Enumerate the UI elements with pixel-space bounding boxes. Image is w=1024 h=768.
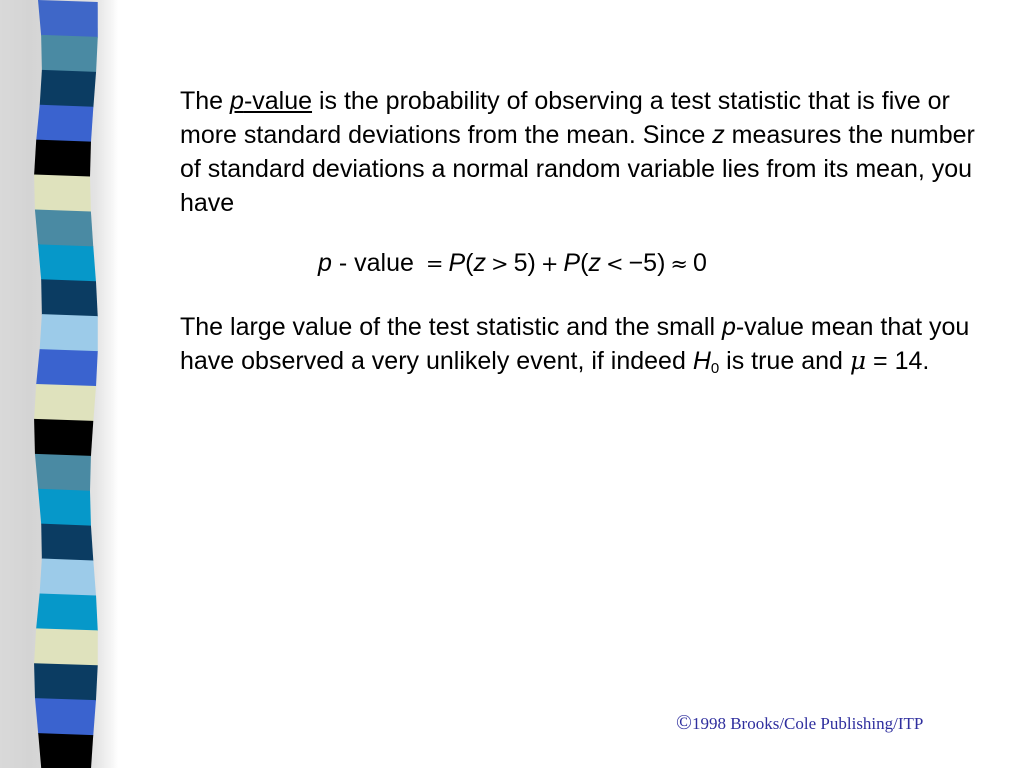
eq-value-word: - value xyxy=(331,249,421,277)
eq-close-paren-2: ) xyxy=(657,249,666,277)
stripe-block xyxy=(36,105,93,143)
eq-approx: ≈ xyxy=(670,252,688,276)
stripe-block xyxy=(40,559,96,597)
stripe-block xyxy=(41,35,98,73)
eq-five: 5 xyxy=(513,249,528,277)
text-conclusion-part-3: is true and xyxy=(719,347,850,375)
stripe-block xyxy=(34,175,91,213)
text-definition-part-1: is the probability of observing a test statistic that is five or more standard deviations from the mean. Since xyxy=(180,87,950,149)
symbol-p: p xyxy=(721,313,736,341)
stripe-block xyxy=(41,524,93,562)
stripe-block xyxy=(35,698,96,736)
stripe-block xyxy=(34,628,98,666)
text-conclusion-part-1: The large value of the test statistic and the small xyxy=(180,313,722,341)
stripe-block xyxy=(38,244,96,282)
symbol-p: p xyxy=(230,87,244,115)
stripe-block xyxy=(38,733,93,768)
stripe-block xyxy=(40,70,96,108)
subscript-zero: 0 xyxy=(710,360,720,377)
stripe-block xyxy=(36,349,98,387)
stripe-block xyxy=(38,0,98,38)
text-definition-part-2: measures the number of standard deviations a normal random variable lies from its mean, you have xyxy=(180,121,975,217)
stripe-block xyxy=(34,663,98,701)
paragraph-conclusion xyxy=(180,310,980,378)
decorative-color-stripe xyxy=(0,0,130,768)
stripe-block xyxy=(34,140,91,178)
text-the: The xyxy=(180,87,231,115)
stripe-block xyxy=(34,419,93,457)
text-conclusion-part-2: -value mean that you have observed a very unlikely event, if indeed xyxy=(180,313,970,375)
eq-P2: P xyxy=(563,249,581,277)
eq-greater-than: > xyxy=(490,252,509,276)
text-mu-value: 14. xyxy=(894,347,930,375)
symbol-H: H xyxy=(692,347,711,375)
symbol-z: z xyxy=(712,121,725,149)
stripe-block xyxy=(36,593,98,631)
symbol-mu: μ xyxy=(849,346,867,375)
eq-p: p xyxy=(318,249,332,277)
eq-close-paren-1: ) xyxy=(527,249,536,277)
eq-less-than: < xyxy=(605,252,624,276)
stripe-block xyxy=(35,209,93,247)
eq-equals: = xyxy=(425,252,444,276)
term-p-value xyxy=(230,87,312,115)
eq-open-paren-2: ( xyxy=(580,249,589,277)
eq-zero: 0 xyxy=(693,249,707,277)
eq-z1: z xyxy=(473,249,486,277)
text-equals: = xyxy=(866,347,895,375)
eq-plus: + xyxy=(540,252,559,276)
eq-open-paren-1: ( xyxy=(465,249,474,277)
stripe-block xyxy=(41,279,98,317)
term-value: -value xyxy=(243,87,313,115)
copyright-symbol: © xyxy=(676,710,692,734)
eq-z2: z xyxy=(588,249,601,277)
paragraph-pvalue-definition xyxy=(180,84,980,220)
pvalue-equation xyxy=(318,246,707,281)
eq-P1: P xyxy=(448,249,466,277)
stripe-block xyxy=(40,314,98,352)
copyright-text: 1998 Brooks/Cole Publishing/ITP xyxy=(691,714,924,733)
stripe-block xyxy=(34,384,96,422)
eq-negative-five: −5 xyxy=(628,249,658,277)
copyright-footer xyxy=(676,710,923,735)
stripe-block xyxy=(38,489,91,527)
stripe-block xyxy=(35,454,91,492)
